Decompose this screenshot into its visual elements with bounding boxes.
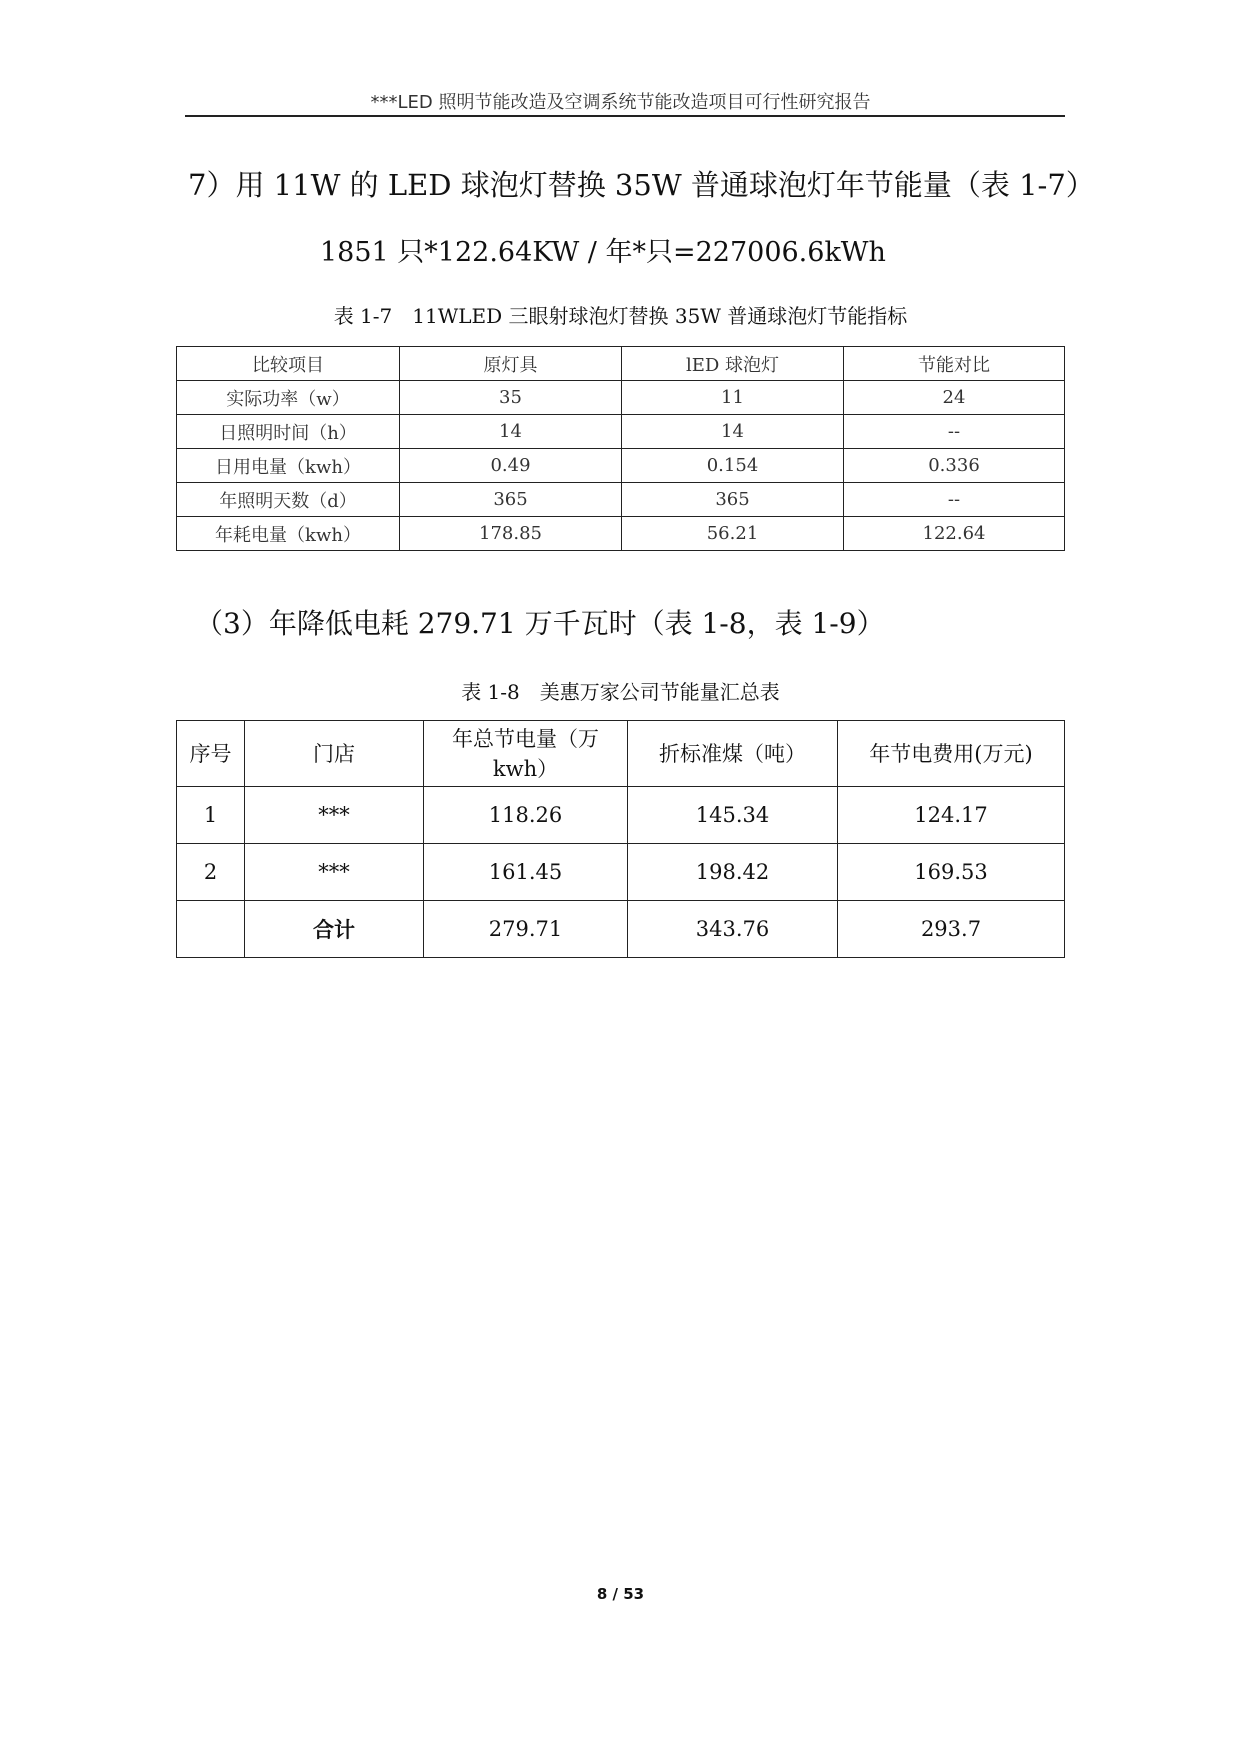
header-rule — [185, 115, 1065, 117]
table-cell: 1 — [177, 787, 245, 844]
table-cell: 124.17 — [838, 787, 1065, 844]
table-cell: 169.53 — [838, 844, 1065, 901]
table-1-8-caption: 表 1-8 美惠万家公司节能量汇总表 — [461, 680, 780, 704]
header-cell: 节能对比 — [844, 347, 1065, 381]
table-cell: *** — [245, 787, 424, 844]
section-7-heading: 7）用 11W 的 LED 球泡灯替换 35W 普通球泡灯年节能量（表 1-7） — [188, 168, 1095, 202]
table-row — [177, 517, 1065, 551]
table-cell: 293.7 — [838, 901, 1065, 958]
table-cell: 24 — [844, 381, 1065, 415]
table-cell: 35 — [400, 381, 622, 415]
table-cell: 0.154 — [622, 449, 844, 483]
header-cell: 门店 — [245, 721, 424, 787]
table-cell: 343.76 — [628, 901, 838, 958]
table-cell: 14 — [400, 415, 622, 449]
savings-formula: 1851 只*122.64KW / 年*只=227006.6kWh — [320, 237, 886, 268]
table-cell: 122.64 — [844, 517, 1065, 551]
total-label: 合计 — [245, 901, 424, 958]
table-header-row — [177, 721, 1065, 787]
table-cell: *** — [245, 844, 424, 901]
table-cell: 11 — [622, 381, 844, 415]
page-number: 8 / 53 — [596, 1585, 645, 1603]
header-cell: 比较项目 — [177, 347, 400, 381]
table-cell: 178.85 — [400, 517, 622, 551]
table-header-row — [177, 347, 1065, 381]
table-row — [177, 483, 1065, 517]
header-cell: lED 球泡灯 — [622, 347, 844, 381]
table-cell: 161.45 — [424, 844, 628, 901]
header-cell: 序号 — [177, 721, 245, 787]
table-cell: 365 — [622, 483, 844, 517]
table-cell: 118.26 — [424, 787, 628, 844]
table-row — [177, 449, 1065, 483]
table-cell: 145.34 — [628, 787, 838, 844]
header-cell: 折标准煤（吨） — [628, 721, 838, 787]
table-1-7-caption: 表 1-7 11WLED 三眼射球泡灯替换 35W 普通球泡灯节能指标 — [333, 304, 908, 328]
header-cell: 年总节电量（万kwh） — [424, 721, 628, 787]
table-cell: 年耗电量（kwh） — [177, 517, 400, 551]
table-cell: -- — [844, 415, 1065, 449]
table-cell: 2 — [177, 844, 245, 901]
header-cell: 原灯具 — [400, 347, 622, 381]
table-cell: 年照明天数（d） — [177, 483, 400, 517]
table-cell: -- — [844, 483, 1065, 517]
header-cell: 年节电费用(万元) — [838, 721, 1065, 787]
table-cell: 365 — [400, 483, 622, 517]
table-cell: 日照明时间（h） — [177, 415, 400, 449]
total-row — [177, 901, 1065, 958]
table-cell: 56.21 — [622, 517, 844, 551]
table-cell: 0.336 — [844, 449, 1065, 483]
table-cell: 实际功率（w） — [177, 381, 400, 415]
table-row — [177, 415, 1065, 449]
table-1-7 — [176, 346, 1065, 551]
table-cell: 14 — [622, 415, 844, 449]
table-cell: 日用电量（kwh） — [177, 449, 400, 483]
running-header: ***LED 照明节能改造及空调系统节能改造项目可行性研究报告 — [370, 92, 871, 113]
table-1-8 — [176, 720, 1065, 958]
table-row — [177, 787, 1065, 844]
section-3-heading: （3）年降低电耗 279.71 万千瓦时（表 1-8，表 1-9） — [195, 607, 885, 640]
table-cell: 198.42 — [628, 844, 838, 901]
table-cell: 279.71 — [424, 901, 628, 958]
table-cell — [177, 901, 245, 958]
table-row — [177, 844, 1065, 901]
table-cell: 0.49 — [400, 449, 622, 483]
table-row — [177, 381, 1065, 415]
